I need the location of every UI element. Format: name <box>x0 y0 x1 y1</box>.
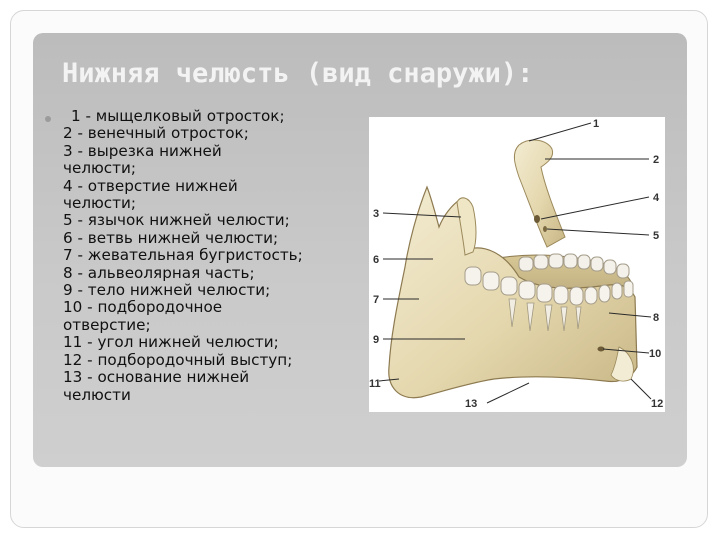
legend-list <box>63 108 363 404</box>
mandible-illustration <box>369 117 665 412</box>
lingula-shape <box>543 226 547 232</box>
legend-item: 1 - мыщелковый отросток; <box>71 107 285 125</box>
legend-item: 2 - венечный отросток; <box>63 124 249 143</box>
legend-item: 6 - ветвь нижней челюсти; <box>63 228 279 247</box>
legend-item: 3 - вырезка нижней <box>63 141 222 160</box>
legend-item: 7 - жевательная бугристость; <box>63 246 303 265</box>
callout-8: 8 <box>653 312 660 324</box>
callout-10: 10 <box>649 348 662 360</box>
callout-4: 4 <box>653 192 660 204</box>
mandibular-foramen-shape <box>534 215 540 223</box>
legend-item: челюсти; <box>63 194 136 213</box>
callout-2: 2 <box>653 154 660 166</box>
right-ramus-shape <box>514 140 565 247</box>
legend-item: отверстие; <box>63 315 151 334</box>
callout-1: 1 <box>593 118 600 130</box>
legend-item: 4 - отверстие нижней <box>63 176 238 195</box>
callout-7: 7 <box>373 294 380 306</box>
legend-item: 8 - альвеолярная часть; <box>63 263 255 282</box>
mandible-figure <box>369 117 665 412</box>
callout-3: 3 <box>373 208 380 220</box>
slide-title: Нижняя челюсть (вид снаружи): <box>62 58 534 89</box>
legend-item: 12 - подбородочный выступ; <box>63 350 293 369</box>
callout-13: 13 <box>465 398 478 410</box>
callout-11: 11 <box>369 378 381 390</box>
callout-12: 12 <box>651 398 664 410</box>
legend-item: 13 - основание нижней <box>63 368 250 387</box>
legend-item: 5 - язычок нижней челюсти; <box>63 211 290 230</box>
legend-item: челюсти <box>63 385 131 404</box>
legend-item: 10 - подбородочное <box>63 298 223 317</box>
legend-item: челюсти; <box>63 159 136 178</box>
bullet-icon <box>45 116 51 122</box>
legend-item: 11 - угол нижней челюсти; <box>63 333 279 352</box>
callout-9: 9 <box>373 334 380 346</box>
callout-6: 6 <box>373 254 380 266</box>
legend-item: 9 - тело нижней челюсти; <box>63 281 271 300</box>
callout-5: 5 <box>653 230 660 242</box>
